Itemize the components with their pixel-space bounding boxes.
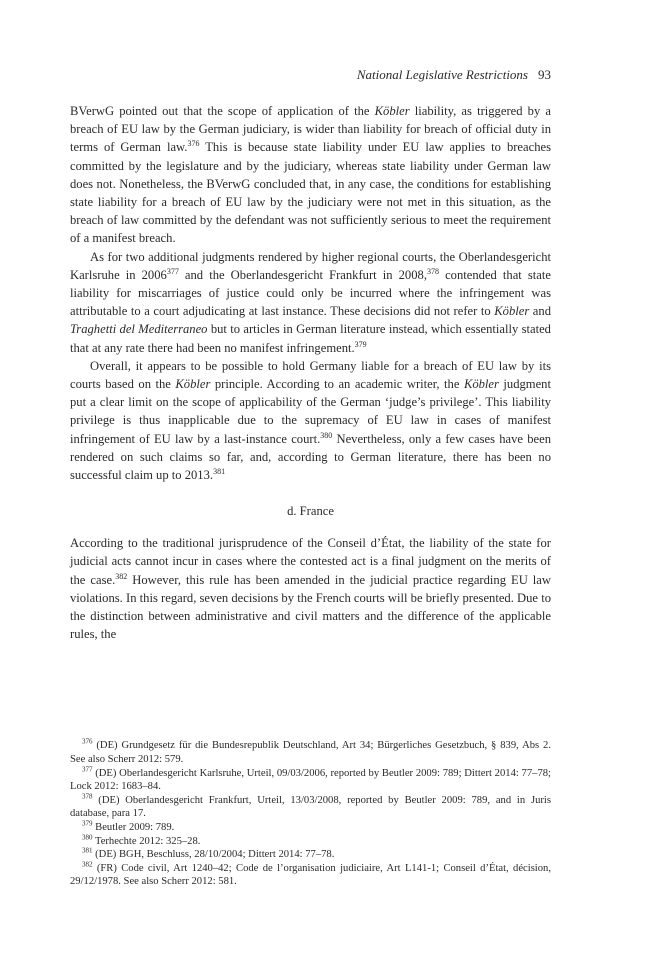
text-run: Overall, it appears to be possible to hold Germany liable for a breach of EU law by its courts based on the xyxy=(70,358,551,392)
footnote xyxy=(70,767,551,794)
text-run: but to articles in German literature instead, which essentially stated that at any rate there had been no manifest infringement. xyxy=(70,322,551,355)
footnote-ref[interactable]: 380 xyxy=(320,430,333,440)
italic-case-name: Köbler xyxy=(175,377,211,392)
footnote-number: 377 xyxy=(82,765,93,774)
page-number: 93 xyxy=(538,67,551,82)
footnote xyxy=(70,821,551,835)
footnote-number: 376 xyxy=(82,737,93,746)
text-run: and xyxy=(529,304,551,319)
footnote-text: (DE) Oberlandesgericht Karlsruhe, Urteil, 09/03/2006, reported by Beutler 2009: 789; Dittert 2014: 77–78; Lock 2012: 1683–84. xyxy=(70,767,551,793)
footnote xyxy=(70,835,551,849)
italic-case-name: Köbler xyxy=(463,377,499,392)
paragraph xyxy=(70,357,551,484)
footnote xyxy=(70,794,551,821)
footnote-text: (FR) Code civil, Art 1240–42; Code de l’organisation judiciaire, Art L141-1; Conseil d’État, décision, 29/12/1978. See also Scherr 2012: 581. xyxy=(70,862,551,888)
footnote-number: 382 xyxy=(82,860,93,869)
footnote-text: Terhechte 2012: 325–28. xyxy=(92,835,201,847)
footnote-number: 378 xyxy=(82,792,93,801)
paragraph xyxy=(70,248,551,357)
footnote-ref[interactable]: 381 xyxy=(213,466,226,476)
italic-case-name: Köbler xyxy=(494,304,530,319)
text-run: principle. According to an academic writer, the xyxy=(210,377,464,392)
text-run: As for two additional judgments rendered by higher regional courts, the Oberlandesgericht Karlsruhe in 2006 xyxy=(70,249,551,282)
footnote-ref[interactable]: 377 xyxy=(166,266,179,276)
running-head xyxy=(70,66,551,84)
footnote-number: 380 xyxy=(82,833,93,842)
section-heading: d. France xyxy=(287,504,334,519)
book-page xyxy=(70,66,551,889)
footnote-text: Beutler 2009: 789. xyxy=(92,822,175,834)
footnote xyxy=(70,862,551,889)
footnote-ref[interactable]: 382 xyxy=(115,571,128,581)
footnote-text: (DE) Oberlandesgericht Frankfurt, Urteil, 13/03/2008, reported by Beutler 2009: 789, and in Juris database, para 17. xyxy=(70,794,551,820)
text-run: judgment put a clear limit on the scope of applicability of the German ‘judge’s privilege’. This liability privilege is thus inapplicable due to the supremacy of EU law in cases of manifest infringement of EU law by a last-instance court. xyxy=(70,377,551,446)
footnote-ref[interactable]: 379 xyxy=(354,339,367,349)
footnote-text: (DE) Grundgesetz für die Bundesrepublik Deutschland, Art 34; Bürgerliches Gesetzbuch, § 839, Abs 2. See also Scherr 2012: 579. xyxy=(70,740,551,766)
paragraph xyxy=(70,102,551,248)
text-run: and the Oberlandesgericht Frankfurt in 2008, xyxy=(178,267,427,282)
footnote-ref[interactable]: 378 xyxy=(426,266,439,276)
footnote-number: 379 xyxy=(82,819,93,828)
footnotes xyxy=(70,739,551,889)
text-run: contended that state liability for miscarriages of justice could only be incurred where the infringement was attributable to a court adjudicating at last instance. These decisions did not refer to xyxy=(70,267,551,319)
italic-case-name: Traghetti del Mediterraneo xyxy=(70,322,208,337)
text-run: BVerwG pointed out that the scope of application of the xyxy=(70,104,375,118)
text-run: According to the traditional jurisprudence of the Conseil d’État, the liability of the state for judicial acts cannot incur in cases where the contested act is a final judgment on the merits of the case. xyxy=(70,536,551,587)
body-text xyxy=(70,102,551,643)
text-run: This is because state liability under EU law applies to breaches committed by the legislature and by the judiciary, whereas state liability under German law does not. Nonetheless, the BVerwG concluded that, in any case, the conditions for establishing state liability for a breach of EU law by the judiciary were not met in this situation, as the breach of law committed by the defendant was not sufficiently serious to meet the requirement of a manifest breach. xyxy=(70,140,551,246)
footnote-text: (DE) BGH, Beschluss, 28/10/2004; Dittert 2014: 77–78. xyxy=(92,849,335,861)
text-run: Nevertheless, only a few cases have been rendered on such claims so far, and, according to German literature, there has been no successful claim up to 2013. xyxy=(70,431,551,483)
footnote xyxy=(70,848,551,862)
footnote xyxy=(70,739,551,766)
text-run: However, this rule has been amended in the judicial practice regarding EU law violations. In this regard, seven decisions by the French courts will be briefly presented. Due to the distinction between administrative and civil matters and the difference of the applicable rules, the xyxy=(70,572,551,642)
italic-case-name: Köbler xyxy=(374,104,410,118)
chapter-title: National Legislative Restrictions xyxy=(356,67,528,82)
footnote-number: 381 xyxy=(82,846,93,855)
text-run: liability, as triggered by a breach of EU law by the German judiciary, is wider than liability for breach of official duty in terms of German law. xyxy=(70,104,551,155)
footnote-ref[interactable]: 376 xyxy=(187,139,200,149)
paragraph xyxy=(70,534,551,643)
